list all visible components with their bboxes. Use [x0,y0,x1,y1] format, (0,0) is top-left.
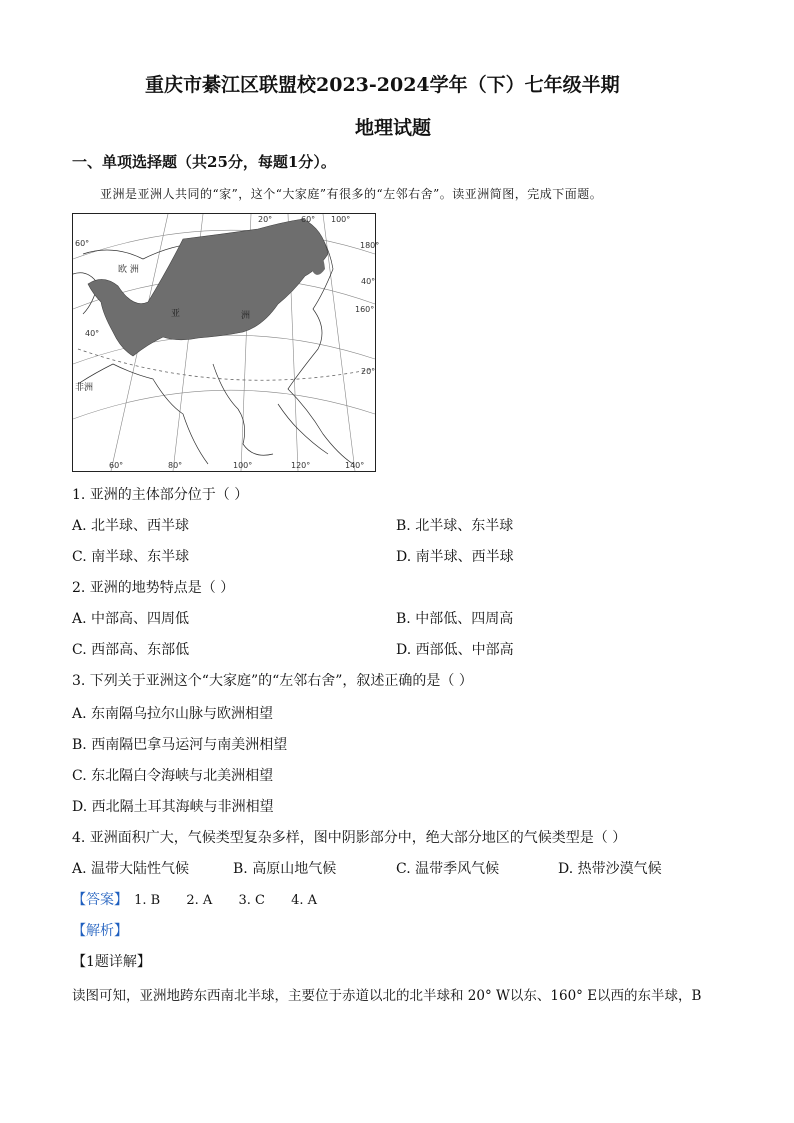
question-3-stem: 3. 下列关于亚洲这个“大家庭”的“左邻右舍”，叙述正确的是（ ） [72,673,473,689]
map-label-asia-ya: 亚 [171,309,181,319]
map-label-lon-100-top: 100° [331,215,351,224]
question-1-option-a[interactable]: A. 北半球、西半球 [72,518,190,534]
map-label-lat-60-left: 60° [75,239,90,248]
question-4-option-d[interactable]: D. 热带沙漠气候 [558,861,662,877]
map-label-lon-160: 160° [355,305,375,314]
question-2-option-d[interactable]: D. 西部低、中部高 [396,642,514,658]
map-label-africa: 非洲 [75,383,94,393]
question-1-stem: 1. 亚洲的主体部分位于（ ） [72,487,249,503]
map-label-lat-20-right: 20° [361,367,376,376]
question-3-option-b[interactable]: B. 西南隔巴拿马运河与南美洲相望 [72,737,288,753]
map-label-lon-60-top: 60° [301,215,316,224]
question-2-option-b[interactable]: B. 中部低、四周高 [396,611,514,627]
map-label-lat-40-left: 40° [85,329,100,338]
question-3-option-c[interactable]: C. 东北隔白令海峡与北美洲相望 [72,768,274,784]
question-1-option-c[interactable]: C. 南半球、东半球 [72,549,190,565]
answer-item-4: 4. A [291,893,318,908]
map-label-asia-zhou: 洲 [241,311,251,321]
question-4-option-a[interactable]: A. 温带大陆性气候 [72,861,190,877]
question-3-option-a[interactable]: A. 东南隔乌拉尔山脉与欧洲相望 [72,706,274,722]
question-1-option-b[interactable]: B. 北半球、东半球 [396,518,514,534]
answer-tag: 【答案】 [72,892,128,908]
analysis-text: 读图可知，亚洲地跨东西南北半球，主要位于赤道以北的北半球和 20° W以东、160° E以西的东半球，B [72,988,702,1004]
question-4-option-b[interactable]: B. 高原山地气候 [233,861,337,877]
question-2-stem: 2. 亚洲的地势特点是（ ） [72,580,235,596]
map-label-lon-60: 60° [109,461,124,470]
question-4-option-c[interactable]: C. 温带季风气候 [396,861,500,877]
map-label-lon-80: 80° [168,461,183,470]
exam-title: 重庆市綦江区联盟校2023-2024学年（下）七年级半期 [145,74,620,96]
asia-map [72,213,380,472]
answer-item-1: 1. B [134,893,161,908]
exam-subtitle: 地理试题 [355,117,432,139]
map-label-lon-180: 180° [360,241,380,250]
map-label-lon-140: 140° [345,461,365,470]
answer-row [72,889,339,909]
answer-item-3: 3. C [238,893,265,908]
asia-map-graphic [73,214,380,471]
analysis-detail-tag: 【1题详解】 [72,954,151,970]
question-3-option-d[interactable]: D. 西北隔土耳其海峡与非洲相望 [72,799,274,815]
map-label-lat-40-right: 40° [361,277,376,286]
question-4-stem: 4. 亚洲面积广大，气候类型复杂多样，图中阴影部分中，绝大部分地区的气候类型是（ ） [72,830,627,846]
map-label-lon-100: 100° [233,461,253,470]
question-2-option-a[interactable]: A. 中部高、四周低 [72,611,190,627]
map-label-lon-120: 120° [291,461,311,470]
question-1-option-d[interactable]: D. 南半球、西半球 [396,549,514,565]
map-label-europe: 欧 洲 [118,265,139,275]
map-label-lon-20-top: 20° [258,215,273,224]
question-intro: 亚洲是亚洲人共同的“家”，这个“大家庭”有很多的“左邻右舍”。读亚洲简图，完成下面题。 [100,187,603,201]
answer-item-2: 2. A [186,893,213,908]
section-heading: 一、单项选择题（共25分，每题1分）。 [72,153,336,171]
analysis-tag: 【解析】 [72,923,128,939]
question-2-option-c[interactable]: C. 西部高、东部低 [72,642,190,658]
